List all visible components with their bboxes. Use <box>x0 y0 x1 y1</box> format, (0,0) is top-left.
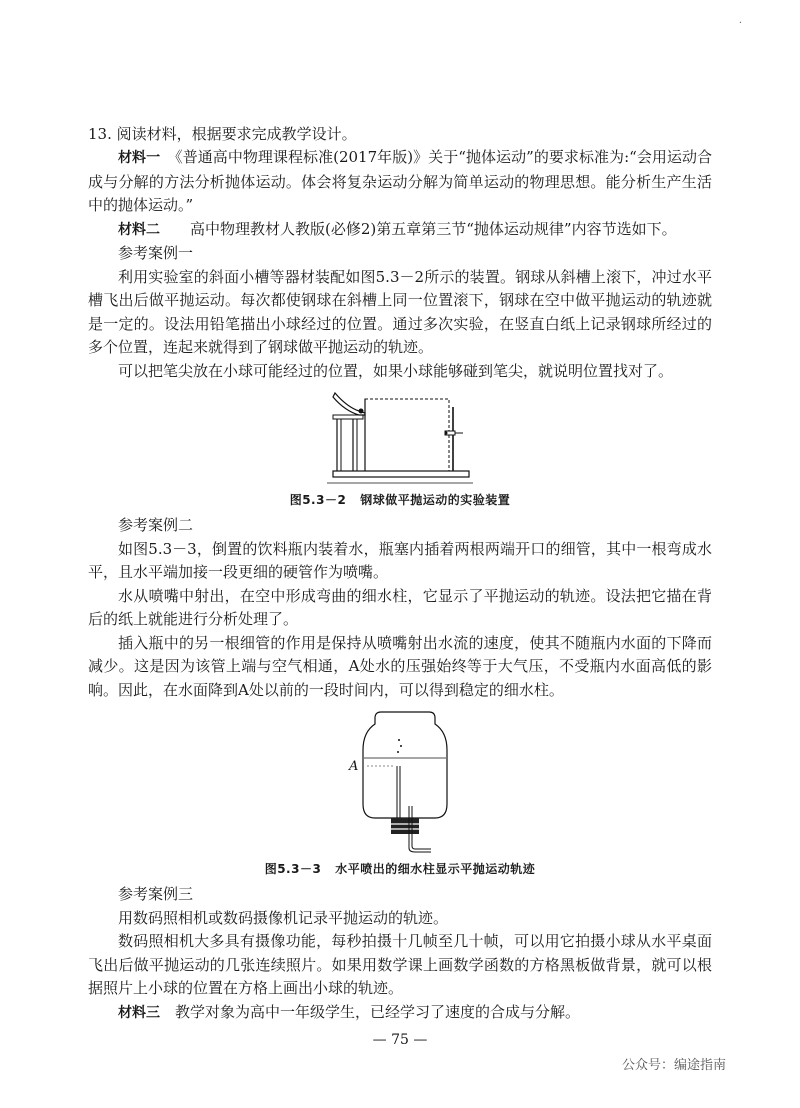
case-3-paragraph: 数码照相机大多具有摄像功能，每秒拍摄十几帧至几十帧，可以用它拍摄小球从水平桌面飞出后做平抛运动的几张连续照片。如果用数学课上画数学函数的方格黑板做背景，就可以根据照片上小球的位置在方格上画出小球的轨迹。 <box>88 932 712 997</box>
ramp-apparatus-illustration <box>325 387 475 487</box>
figure-number: 图5.3－2 <box>289 493 347 507</box>
material-3 <box>88 1001 712 1026</box>
material-1-text: 《普通高中物理课程标准(2017年版)》关于“抛体运动”的要求标准为:“会用运动合成与分解的方法分析抛体运动。体会将复杂运动分解为简单运动的物理思想。能分析生产生活中的抛体运动。” <box>88 148 712 214</box>
material-2 <box>88 218 712 243</box>
case-1-paragraph: 可以把笔尖放在小球可能经过的位置，如果小球能够碰到笔尖，就说明位置找对了。 <box>118 361 674 380</box>
figure-caption <box>265 860 536 877</box>
figure-number: 图5.3－3 <box>264 862 322 876</box>
figure-5-3-3 <box>88 706 712 877</box>
material-1 <box>88 146 712 218</box>
question-heading <box>88 122 712 146</box>
bottle-apparatus-illustration <box>335 706 465 856</box>
case-3-title: 参考案例三 <box>118 885 194 903</box>
material-3-label: 材料三 <box>118 1004 160 1021</box>
material-2-text: 高中物理教材人教版(必修2)第五章第三节“抛体运动规律”内容节选如下。 <box>190 219 677 238</box>
point-a-label: A <box>349 759 359 774</box>
content-body <box>88 122 712 1025</box>
case-2-paragraph: 插入瓶中的另一根细管的作用是保持从喷嘴射出水流的速度，使其不随瓶内水面的下降而减少。这是因为该管上端与空气相通，A处水的压强始终等于大气压，不受瓶内水面高低的影响。因此，在水面降到A处以前的一段时间内，可以得到稳定的细水柱。 <box>88 633 712 699</box>
case-2-paragraph: 如图5.3－3，倒置的饮料瓶内装着水，瓶塞内插着两根两端开口的细管，其中一根弯成水平，且水平端加接一段更细的硬管作为喷嘴。 <box>88 539 712 581</box>
case-1-paragraph: 利用实验室的斜面小槽等器材装配如图5.3－2所示的装置。钢球从斜槽上滚下，冲过水平槽飞出后做平抛运动。每次都使钢球在斜槽上同一位置滚下，钢球在空中做平抛运动的轨迹就是一定的。设法用铅笔描出小球经过的位置。通过多次实验，在竖直白纸上记录钢球所经过的多个位置，连起来就得到了钢球做平抛运动的轨迹。 <box>88 267 712 356</box>
watermark-text: 公众号：编途指南 <box>621 1058 726 1073</box>
figure-5-3-2 <box>88 387 712 508</box>
scan-mark: · <box>738 18 742 29</box>
material-2-label: 材料二 <box>118 221 160 238</box>
case-2-title: 参考案例二 <box>118 516 194 534</box>
case-2-paragraph: 水从喷嘴中射出，在空中形成弯曲的细水柱，它显示了平抛运动的轨迹。设法把它描在背后的纸上就能进行分析处理了。 <box>88 586 712 628</box>
figure-caption <box>290 491 511 508</box>
case-1-title: 参考案例一 <box>118 244 194 262</box>
question-title: 阅读材料，根据要求完成教学设计。 <box>116 125 357 143</box>
figure-caption-text: 水平喷出的细水柱显示平抛运动轨迹 <box>335 862 536 876</box>
question-number: 13. <box>88 125 112 143</box>
material-3-text: 教学对象为高中一年级学生，已经学习了速度的合成与分解。 <box>175 1002 581 1021</box>
material-1-label: 材料一 <box>118 150 161 166</box>
case-3-paragraph: 用数码照相机或数码摄像机记录平抛运动的轨迹。 <box>118 908 449 927</box>
page-number: — 75 — <box>372 1032 428 1048</box>
figure-caption-text: 钢球做平抛运动的实验装置 <box>360 493 511 507</box>
